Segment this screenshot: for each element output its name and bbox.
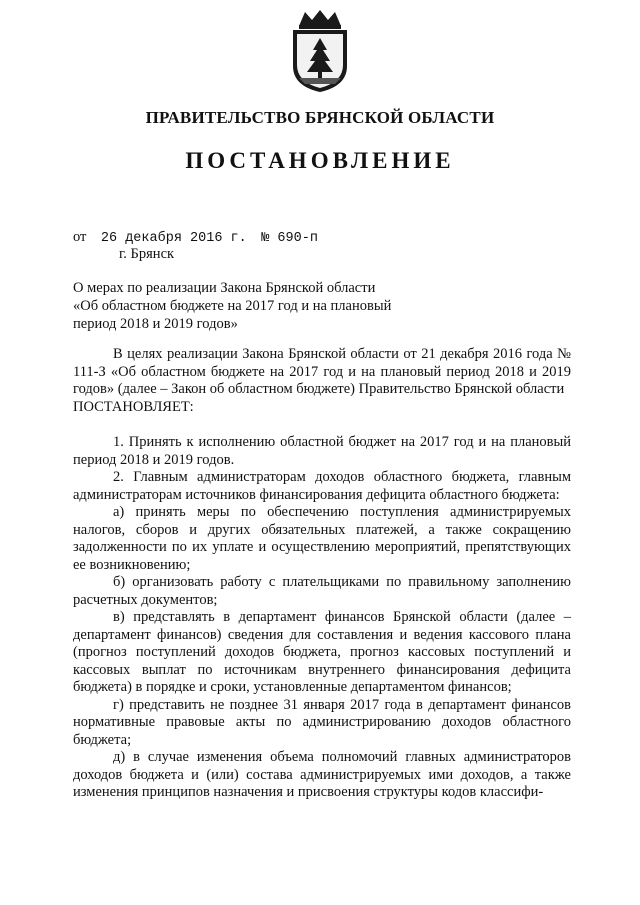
document-body bbox=[73, 346, 571, 802]
item-paragraph: в) представлять в департамент финансов Брянской области (далее – департамент финансов) сведения для составления и ведения кассового плана (прогноз поступлений доходов бюджета, прогноз кассовых поступлений и кассовых выплат по источникам внутреннего финансирования дефицита бюджета) в порядке и сроки, установленные департаментом финансов; bbox=[73, 609, 571, 695]
bryansk-coat-of-arms-icon bbox=[285, 8, 355, 93]
item-paragraph: д) в случае изменения объема полномочий главных администраторов доходов бюджета и (или) состава администрируемых ими доходов, а также изменения принципов назначения и присвоения структуры кодов классифи- bbox=[73, 749, 571, 800]
document-subject: О мерах по реализации Закона Брянской области «Об областном бюджете на 2017 год и на плановый период 2018 и 2019 годов» bbox=[73, 280, 392, 332]
item-paragraph: б) организовать работу с плательщиками по правильному заполнению расчетных документов; bbox=[73, 574, 571, 608]
preamble-paragraph: В целях реализации Закона Брянской области от 21 декабря 2016 года № 111-З «Об областном бюджете на 2017 год и на плановый период 2018 и 2019 годов» (далее – Закон об областном бюджете) Правительство Брянской области bbox=[73, 346, 571, 397]
document-date: 26 декабря 2016 г. bbox=[100, 231, 247, 246]
document-type-title: ПОСТАНОВЛЕНИЕ bbox=[185, 148, 455, 173]
item-paragraph: 2. Главным администраторам доходов областного бюджета, главным администраторам источников финансирования дефицита областного бюджета: bbox=[73, 469, 571, 503]
document-number: № 690-п bbox=[261, 231, 318, 246]
date-prefix: от bbox=[73, 229, 87, 245]
resolves-heading: ПОСТАНОВЛЯЕТ: bbox=[73, 398, 194, 415]
coat-of-arms-icon bbox=[285, 8, 355, 93]
item-paragraph: а) принять меры по обеспечению поступления администрируемых налогов, сборов и других обязательных платежей, а также сокращению задолженности по их уплате и осуществлению мероприятий, препятствующих ее возникновению; bbox=[73, 504, 571, 573]
item-paragraph: г) представить не позднее 31 января 2017 года в департамент финансов нормативные правовые акты по администрированию доходов областного бюджета; bbox=[73, 696, 571, 748]
document-date-number bbox=[73, 229, 318, 246]
document-city: г. Брянск bbox=[119, 246, 175, 262]
government-title: ПРАВИТЕЛЬСТВО БРЯНСКОЙ ОБЛАСТИ bbox=[145, 108, 495, 127]
item-paragraph: 1. Принять к исполнению областной бюджет на 2017 год и на плановый период 2018 и 2019 годов. bbox=[73, 434, 571, 468]
